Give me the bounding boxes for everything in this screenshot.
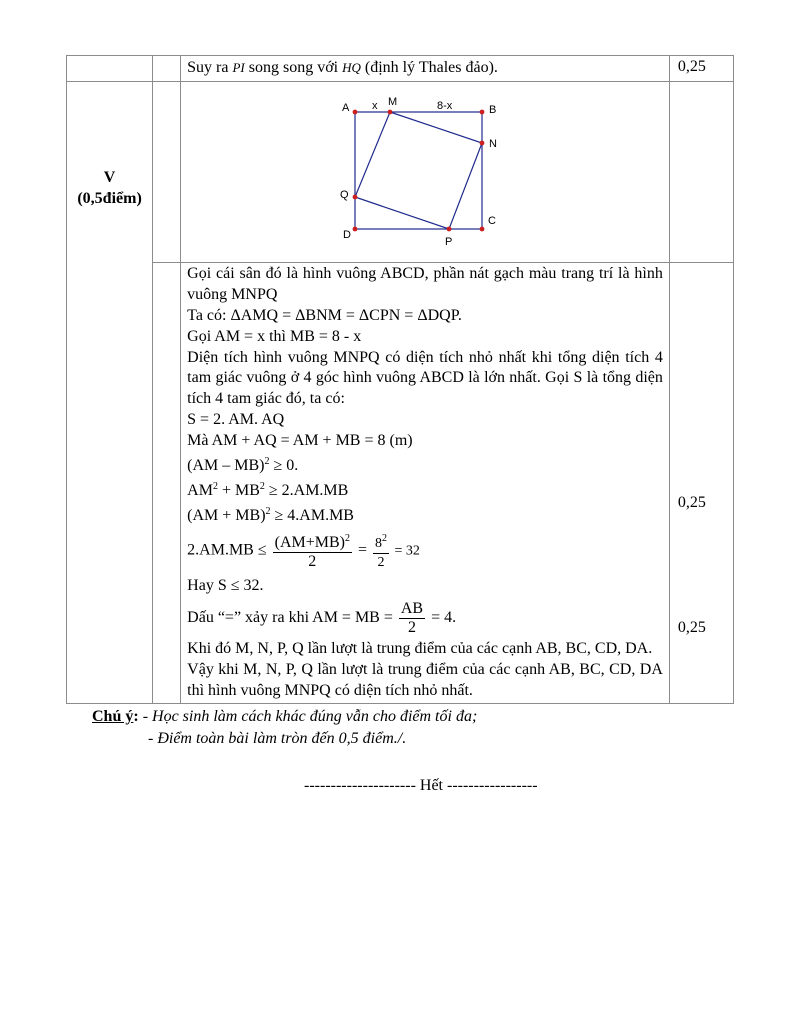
label-p: P [445,235,453,248]
solution-line: Khi đó M, N, P, Q lần lượt là trung điểm của các cạnh AB, BC, CD, DA. [187,639,653,657]
label-a: A [342,101,350,114]
point-m [388,110,393,115]
section-cell [67,81,153,704]
solution-line: Diện tích hình vuông MNPQ có diện tích nhỏ nhất khi tổng diện tích 4 tam giác vuông ở 4 góc hình vuông ABCD là lớn nhất. Gọi S là tổng diện tích 4 tam giác đó, ta có: [187,348,663,408]
solution-line: Vậy khi M, N, P, Q lần lượt là trung điểm của các cạnh AB, BC, CD, DA thì hình vuông MNPQ có diện tích nhỏ nhất. [187,660,663,699]
point-q [353,195,358,200]
fraction: $\frac{8^2}{2}$ [373,530,389,572]
score-value: 0,25 [677,618,706,636]
label-d: D [343,228,352,241]
point-a [353,110,358,115]
label-n: N [489,137,498,150]
solution-line: Mà AM + AQ = AM + MB = 8 (m) [187,432,413,450]
note-line: - Điểm toàn bài làm tròn đến 0,5 điểm./. [148,730,407,747]
math-pi: PI [232,60,245,75]
solution-line: Hay S ≤ 32. [187,576,264,594]
score-cell [669,262,733,704]
section-label: V [103,168,116,186]
square-mnpq [355,112,482,229]
text: song song với [244,59,343,76]
label-b: B [489,103,497,116]
label-m: M [388,95,398,108]
table-row [67,81,734,262]
section-points: (0,5điểm) [77,189,142,207]
label-8x: 8-x [437,99,453,112]
figure-cell [181,81,670,262]
note-line: - Học sinh làm cách khác đúng vẫn cho điểm tối đa; [142,708,478,725]
sub-cell [153,262,181,704]
solution-line: Gọi AM = x thì MB = 8 - x [187,327,362,345]
label-q: Q [340,188,349,201]
point-d [353,227,358,232]
solution-line: (AM + MB)$^2$ ≥ 4.AM.MB [187,505,354,524]
fraction: $\frac{(AM+MB)^2}{2}$ [273,530,352,571]
solution-cell [181,262,670,704]
score-cell [669,81,733,262]
point-b [480,110,485,115]
solution-line-fraction: 2.AM.MB ≤ $\frac{(AM+MB)^2}{2}$ = $\frac{8^2}{2}$ = 32 [187,530,663,572]
score-value: 0,25 [677,493,706,511]
solution-line-fraction: Dấu “=” xảy ra khi AM = MB = $\frac{AB}{2}$ = 4. [187,599,457,636]
note-label: Chú ý [92,708,134,725]
point-c [480,227,485,232]
section-cell [67,56,153,82]
score-value: 0,25 [677,58,706,75]
fraction: $\frac{AB}{2}$ [400,599,424,636]
table-row [67,56,734,82]
text: (định lý Thales đảo). [360,59,498,76]
table-row [67,262,734,704]
square-abcd [355,112,482,229]
solution-line: $AM^2 + MB^2 \ge 2.AM.MB$ [187,480,349,499]
label-x: x [372,99,378,112]
solution-line: Gọi cái sân đó là hình vuông ABCD, phần nát gạch màu trang trí là hình vuông MNPQ [187,264,663,303]
end-marker: --------------------- Hết ----------------- [304,777,538,794]
label-c: C [488,214,497,227]
point-n [480,141,485,146]
square-figure [181,82,669,262]
sub-cell [153,56,181,82]
point-p [447,227,452,232]
sub-cell [153,81,181,262]
solution-line: S = 2. AM. AQ [187,411,285,429]
text: Suy ra [187,59,233,76]
solution-line: (AM – MB)$^2$ ≥ 0. [187,456,299,475]
answer-table [66,55,734,704]
score-cell [669,56,733,82]
math-hq: HQ [342,60,361,75]
solution-line: Ta có: ΔAMQ = ΔBNM = ΔCPN = ΔDQP. [187,306,462,324]
content-cell [181,56,670,82]
note-block: Chú ý: - Học sinh làm cách khác đúng vẫn cho điểm tối đa; - Điểm toàn bài làm tròn đến 0,5 điểm./. [92,708,478,747]
